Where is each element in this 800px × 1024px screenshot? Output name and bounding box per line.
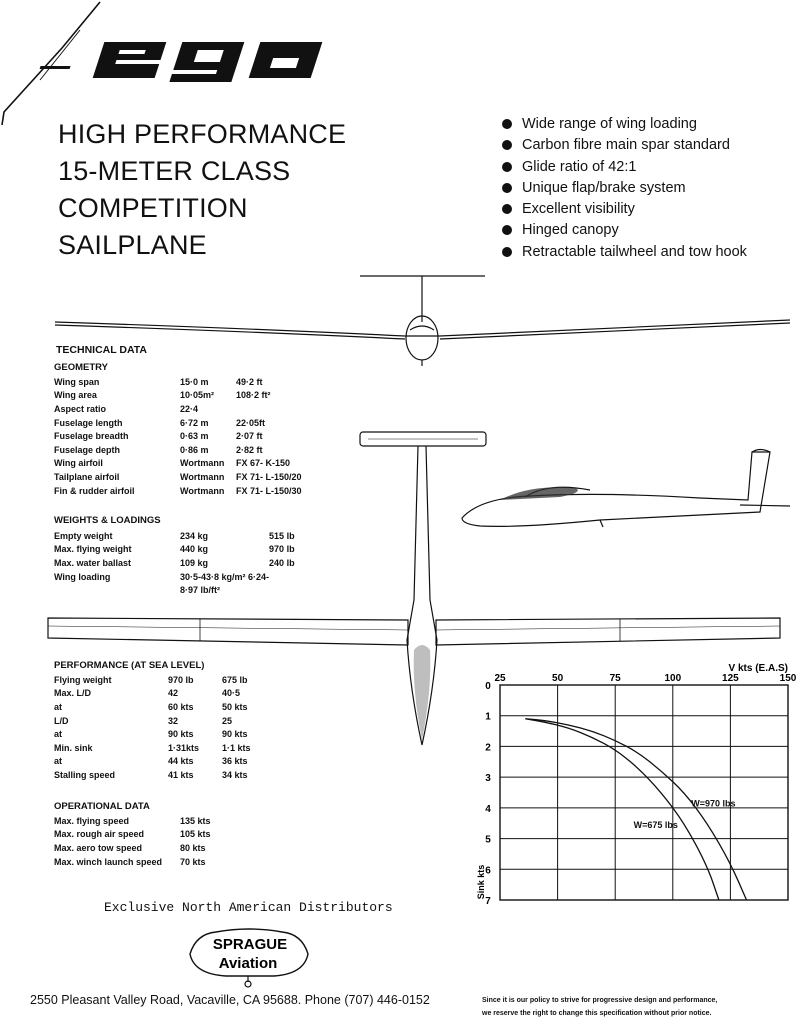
x-tick-label: 50 xyxy=(552,673,564,684)
performance-cell: 41 kts xyxy=(168,769,194,780)
operational-cell: 105 kts xyxy=(180,829,211,840)
operational-cell: 70 kts xyxy=(180,856,206,867)
bullet-icon xyxy=(502,247,512,257)
geometry-cell: FX 67- K-150 xyxy=(236,458,291,469)
geometry-row xyxy=(54,389,302,403)
performance-row xyxy=(54,741,251,755)
performance-row xyxy=(54,714,251,728)
performance-table xyxy=(54,673,251,782)
company-name-line-1: SPRAGUE xyxy=(212,936,288,953)
policy-note xyxy=(482,994,800,1020)
geometry-cell: 0·63 m xyxy=(180,431,209,442)
distributors-text: Exclusive North American Distributors xyxy=(104,900,393,915)
feature-list xyxy=(500,114,790,263)
geometry-cell: 49·2 ft xyxy=(236,376,263,387)
chart-frame xyxy=(500,685,788,900)
performance-row xyxy=(54,755,251,769)
y-tick-label: 3 xyxy=(485,773,491,785)
series-label-970: W=970 lbs xyxy=(691,798,736,809)
operational-cell: Max. winch launch speed xyxy=(54,856,163,867)
geometry-row xyxy=(54,457,302,471)
bullet-icon xyxy=(502,225,512,235)
y-tick-label: 4 xyxy=(485,803,491,815)
performance-cell: 970 lb xyxy=(168,674,194,685)
geometry-row xyxy=(54,375,302,389)
weights-cell xyxy=(269,570,295,584)
geometry-row xyxy=(54,484,302,498)
geometry-row xyxy=(54,429,302,443)
performance-cell: 36 kts xyxy=(222,756,248,767)
x-axis-label: V kts (E.A.S) xyxy=(728,663,788,674)
geometry-cell: Wing airfoil xyxy=(54,458,103,469)
geometry-title: GEOMETRY xyxy=(54,362,109,373)
performance-row xyxy=(54,768,251,782)
weights-table xyxy=(54,529,295,597)
geometry-cell: Fin & rudder airfoil xyxy=(54,485,135,496)
x-tick-label: 25 xyxy=(494,673,506,684)
performance-cell: 90 kts xyxy=(168,729,194,740)
performance-row xyxy=(54,727,251,741)
performance-row xyxy=(54,687,251,701)
operational-title: OPERATIONAL DATA xyxy=(54,801,150,812)
y-axis-label: Sink kts xyxy=(476,864,486,900)
feature-item xyxy=(500,220,790,241)
geometry-cell: Tailplane airfoil xyxy=(54,471,120,482)
operational-cell: Max. rough air speed xyxy=(54,829,145,840)
feature-item xyxy=(500,199,790,220)
geometry-row xyxy=(54,402,302,416)
weights-row xyxy=(54,529,295,543)
performance-cell: 32 xyxy=(168,715,179,726)
performance-cell: at xyxy=(54,729,63,740)
policy-line-1: Since it is our policy to strive for progressive design and performance, xyxy=(482,997,718,1004)
operational-row xyxy=(54,841,211,855)
operational-cell: Max. flying speed xyxy=(54,815,130,826)
feature-text: Glide ratio of 42:1 xyxy=(522,158,637,175)
geometry-cell: FX 71- L-150/30 xyxy=(236,485,302,496)
feature-text: Retractable tailwheel and tow hook xyxy=(522,243,747,260)
operational-table xyxy=(54,814,211,868)
performance-cell: L/D xyxy=(54,715,69,726)
weights-cell: 30·5-43·8 kg/m² 6·24- xyxy=(180,571,270,582)
weights-row xyxy=(54,583,295,597)
weights-cell xyxy=(269,583,295,597)
performance-cell: Min. sink xyxy=(54,742,93,753)
performance-cell: 25 xyxy=(222,715,233,726)
geometry-cell: 108·2 ft² xyxy=(236,390,271,401)
headline-line-2: 15-METER CLASS xyxy=(58,156,291,186)
performance-cell: 60 kts xyxy=(168,701,194,712)
bullet-icon xyxy=(502,140,512,150)
y-tick-label: 1 xyxy=(485,711,491,723)
geometry-cell: 15·0 m xyxy=(180,376,209,387)
geometry-row xyxy=(54,416,302,430)
bullet-icon xyxy=(502,119,512,129)
performance-cell: Max. L/D xyxy=(54,688,92,699)
y-tick-label: 2 xyxy=(485,742,491,754)
geometry-cell: 2·82 ft xyxy=(236,444,263,455)
y-tick-label: 0 xyxy=(485,681,491,692)
feature-text: Excellent visibility xyxy=(522,201,635,218)
x-tick-label: 75 xyxy=(609,673,621,684)
geometry-cell: Aspect ratio xyxy=(54,403,107,414)
geometry-cell: Wortmann xyxy=(180,471,225,482)
performance-cell: 44 kts xyxy=(168,756,194,767)
operational-row xyxy=(54,814,211,828)
weights-cell: Empty weight xyxy=(54,530,113,541)
weights-cell: Max. flying weight xyxy=(54,544,132,555)
feature-text: Unique flap/brake system xyxy=(522,179,686,196)
geometry-cell: Wortmann xyxy=(180,485,225,496)
geometry-cell: Fuselage breadth xyxy=(54,431,129,442)
front-view-drawing xyxy=(55,276,790,366)
series-label-675: W=675 lbs xyxy=(633,819,678,830)
geometry-cell: 10·05m² xyxy=(180,390,215,401)
performance-cell: at xyxy=(54,701,63,712)
performance-cell: Flying weight xyxy=(54,674,112,685)
performance-cell: 90 kts xyxy=(222,729,248,740)
operational-row xyxy=(54,828,211,842)
geometry-table xyxy=(54,375,302,497)
performance-cell: 42 xyxy=(168,688,179,699)
feature-item xyxy=(500,157,790,178)
sink-polar-chart xyxy=(470,660,800,940)
feature-item xyxy=(500,114,790,135)
policy-line-2: we reserve the right to change this specification without prior notice. xyxy=(482,1010,712,1017)
geometry-cell xyxy=(236,402,302,416)
geometry-cell: Fuselage depth xyxy=(54,444,121,455)
performance-cell: 34 kts xyxy=(222,769,248,780)
performance-cell: 1·1 kts xyxy=(222,742,251,753)
headline xyxy=(58,116,398,264)
ego-logo xyxy=(0,0,360,125)
feature-item xyxy=(500,178,790,199)
geometry-cell: Wortmann xyxy=(180,458,225,469)
feature-item xyxy=(500,242,790,263)
operational-cell: Max. aero tow speed xyxy=(54,842,143,853)
weights-cell: 440 kg xyxy=(180,544,209,555)
weights-row xyxy=(54,556,295,570)
operational-cell: 80 kts xyxy=(180,842,206,853)
company-name-line-2: Aviation xyxy=(218,955,278,972)
weights-cell: 240 lb xyxy=(269,557,295,568)
weights-cell: 515 lb xyxy=(269,530,295,541)
geometry-cell: Fuselage length xyxy=(54,417,123,428)
geometry-cell: 6·72 m xyxy=(180,417,209,428)
feature-text: Carbon fibre main spar standard xyxy=(522,137,730,154)
weights-cell: 234 kg xyxy=(180,530,209,541)
weights-cell: 970 lb xyxy=(269,544,295,555)
performance-cell: 40·5 xyxy=(222,688,241,699)
headline-line-3: COMPETITION xyxy=(58,193,248,223)
feature-text: Hinged canopy xyxy=(522,222,619,239)
weights-cell: Max. water ballast xyxy=(54,557,132,568)
geometry-row xyxy=(54,470,302,484)
weights-cell: 8·97 lb/ft² xyxy=(180,585,221,596)
geometry-row xyxy=(54,443,302,457)
y-tick-label: 7 xyxy=(485,896,491,907)
geometry-cell: 2·07 ft xyxy=(236,431,263,442)
bullet-icon xyxy=(502,204,512,214)
weights-row xyxy=(54,570,295,584)
x-tick-label: 150 xyxy=(779,673,797,684)
y-tick-label: 5 xyxy=(485,834,491,846)
bullet-icon xyxy=(502,162,512,172)
performance-row xyxy=(54,673,251,687)
weights-row xyxy=(54,543,295,557)
y-tick-label: 6 xyxy=(485,865,491,877)
weights-cell: Wing loading xyxy=(54,571,111,582)
geometry-cell: Wing span xyxy=(54,376,100,387)
performance-cell: 675 lb xyxy=(222,674,248,685)
geometry-cell: Wing area xyxy=(54,390,97,401)
side-view-drawing xyxy=(462,450,790,528)
feature-text: Wide range of wing loading xyxy=(522,116,697,132)
geometry-cell: 22·05ft xyxy=(236,417,266,428)
feature-item xyxy=(500,135,790,156)
performance-cell: 50 kts xyxy=(222,701,248,712)
weights-cell: 109 kg xyxy=(180,557,209,568)
performance-cell: Stalling speed xyxy=(54,769,116,780)
geometry-cell: 0·86 m xyxy=(180,444,209,455)
performance-title: PERFORMANCE (AT SEA LEVEL) xyxy=(54,660,205,671)
performance-cell: at xyxy=(54,756,63,767)
weights-title: WEIGHTS & LOADINGS xyxy=(54,515,161,526)
x-tick-label: 100 xyxy=(664,673,682,684)
x-tick-label: 125 xyxy=(722,673,739,684)
address-text: 2550 Pleasant Valley Road, Vacaville, CA 95688. Phone (707) 446-0152 xyxy=(30,993,430,1007)
geometry-cell: 22·4 xyxy=(180,403,199,414)
technical-data-title: TECHNICAL DATA xyxy=(56,344,147,356)
operational-cell: 135 kts xyxy=(180,815,211,826)
performance-row xyxy=(54,700,251,714)
headline-line-1: HIGH PERFORMANCE xyxy=(58,119,347,149)
performance-cell: 1·31kts xyxy=(168,742,200,753)
bullet-icon xyxy=(502,183,512,193)
sprague-aviation-logo xyxy=(186,924,312,988)
headline-line-4: SAILPLANE xyxy=(58,230,207,260)
operational-row xyxy=(54,855,211,869)
geometry-cell: FX 71- L-150/20 xyxy=(236,471,302,482)
weights-cell xyxy=(54,583,180,597)
